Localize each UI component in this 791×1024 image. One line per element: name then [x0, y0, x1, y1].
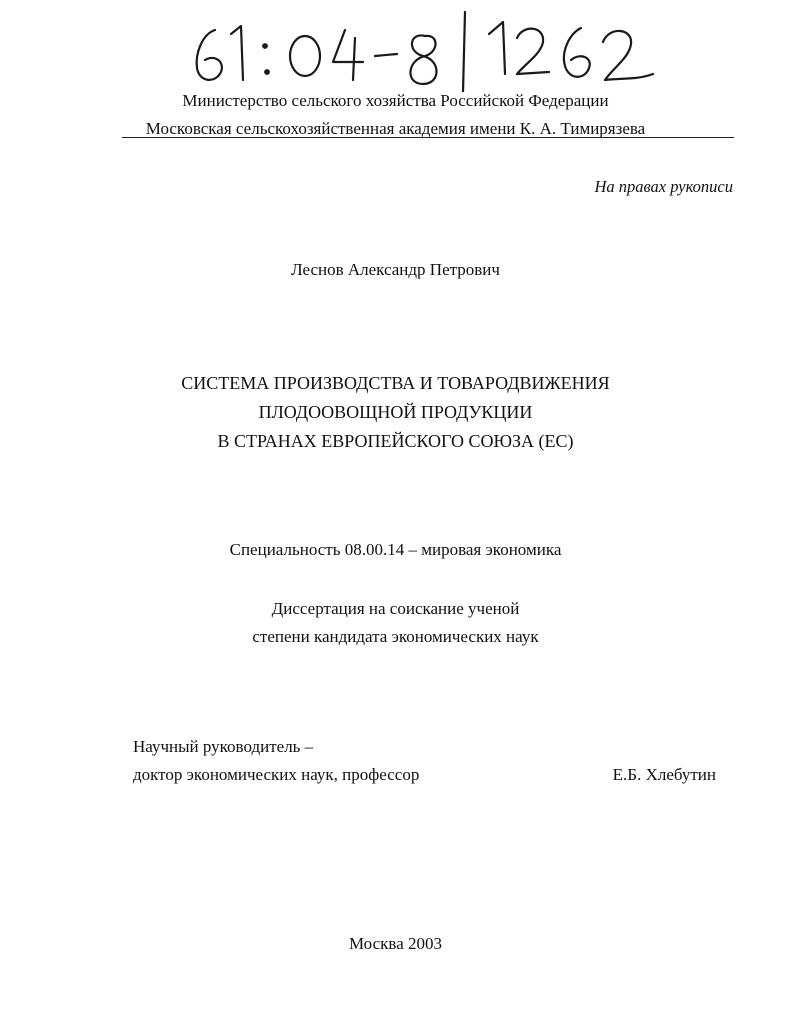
- title-line: В СТРАНАХ ЕВРОПЕЙСКОГО СОЮЗА (ЕС): [217, 431, 574, 451]
- title-line: ПЛОДООВОЩНОЙ ПРОДУКЦИИ: [258, 402, 533, 422]
- author-name: Леснов Александр Петрович: [291, 260, 500, 279]
- supervisor-name: Е.Б. Хлебутин: [612, 765, 716, 784]
- ministry-name: Министерство сельского хозяйства Российской Федерации: [182, 91, 609, 110]
- supervisor-label: Научный руководитель –: [133, 737, 314, 756]
- dissertation-title: [0, 369, 791, 456]
- city-and-year: Москва 2003: [348, 934, 443, 953]
- manuscript-rights-note: На правах рукописи: [594, 177, 733, 196]
- title-line: СИСТЕМА ПРОИЗВОДСТВА И ТОВАРОДВИЖЕНИЯ: [181, 373, 610, 393]
- supervisor-title: доктор экономических наук, профессор: [133, 765, 420, 784]
- degree-statement: [0, 595, 791, 651]
- degree-line-2: степени кандидата экономических наук: [252, 627, 539, 646]
- specialty-line: Специальность 08.00.14 – мировая экономика: [229, 540, 562, 559]
- academy-underline: [122, 137, 734, 138]
- academy-name: Московская сельскохозяйственная академия имени К. А. Тимирязева: [145, 119, 646, 138]
- degree-line-1: Диссертация на соискание ученой: [271, 599, 520, 618]
- handwritten-archive-code: [185, 8, 675, 92]
